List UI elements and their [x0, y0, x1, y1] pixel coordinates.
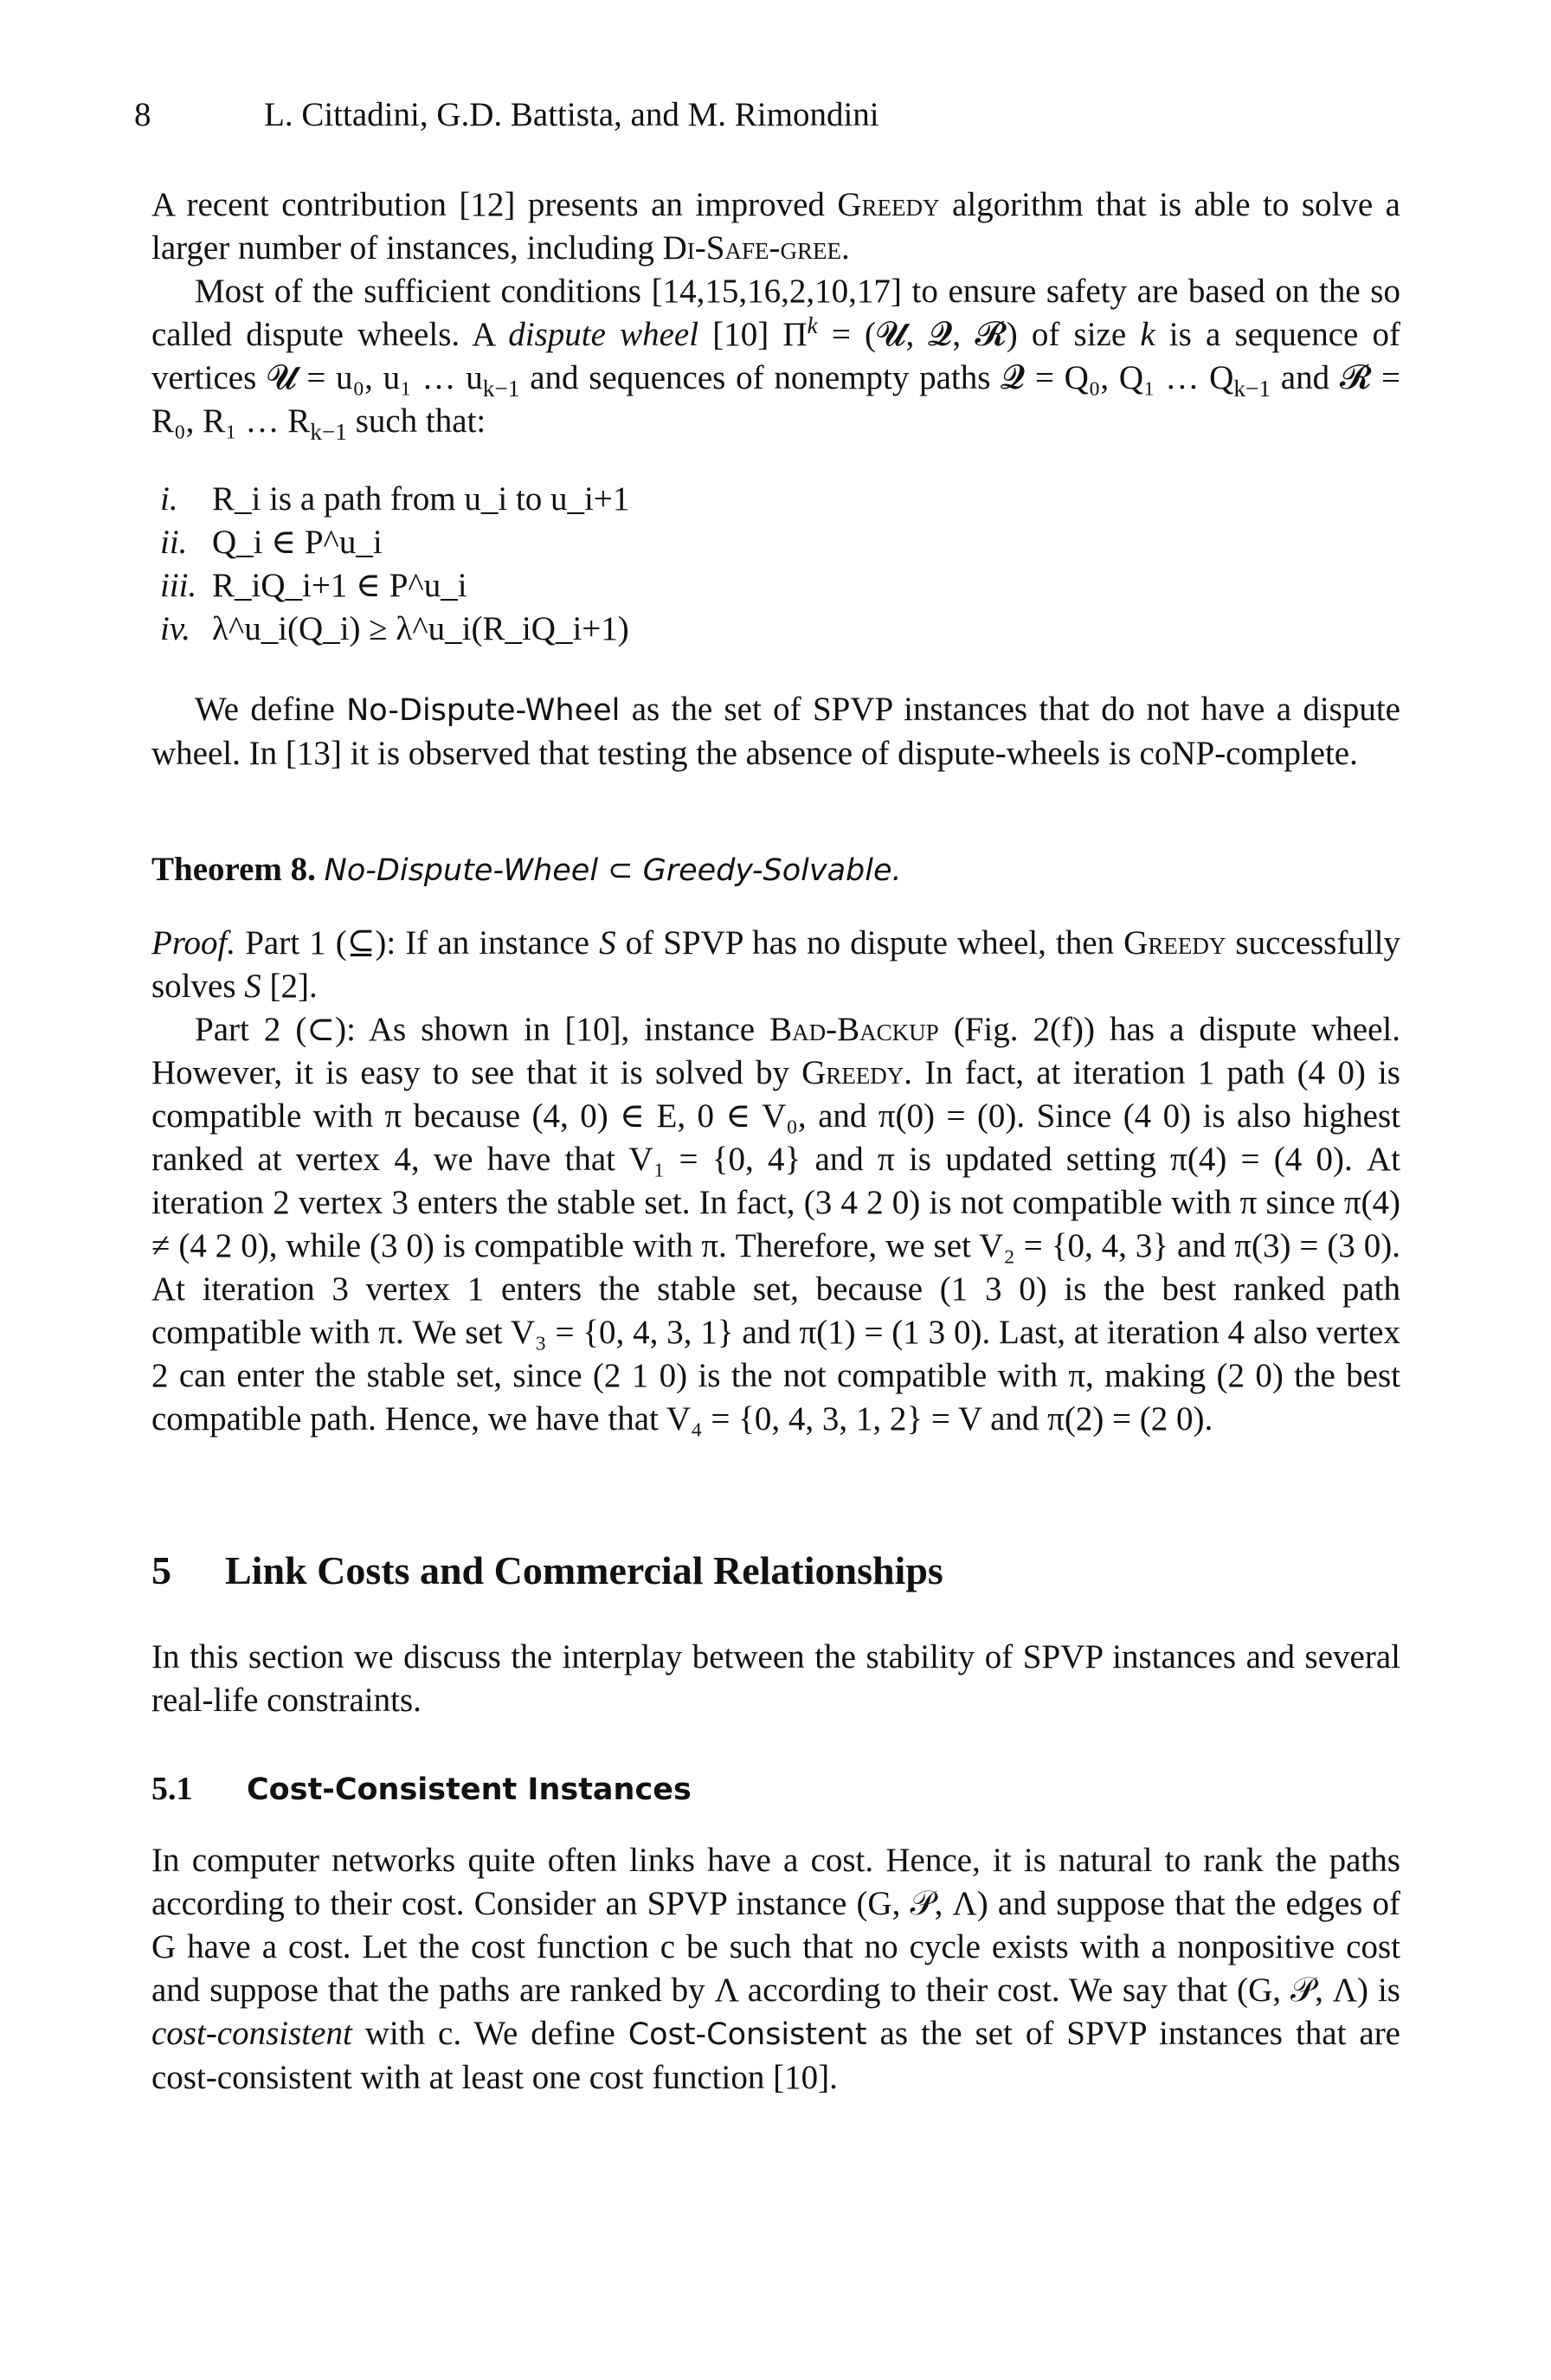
paragraph-dispute-wheel: Most of the sufficient conditions [14,15,16,2,10,17] to ensure safety are based on the so called dispute wheels. A dispute wheel [10] $\Pi^k$ = (𝓤, 𝓠, 𝓡) of size k is a sequence of vertices 𝓤 = u₀, u₁ … $u_{k-1}$ and sequences of nonempty paths 𝓠 = Q₀, Q₁ … $Q_{k-1}$ and 𝓡 = R₀, R₁ … $R_{k-1}$ such that: — [151, 273, 1401, 445]
proof-part-1: Proof. Part 1 (⊆): If an instance S of SPVP has no dispute wheel, then Greedy successfully solves S [2]. — [151, 924, 1401, 1005]
author-line: L. Cittadini, G.D. Battista, and M. Rimondini — [264, 96, 879, 133]
definition-block — [151, 688, 1400, 775]
condition-item: iii. R_iQ_i+1 ∈ P^u_i — [160, 567, 467, 604]
theorem-statement: No-Dispute-Wheel ⊂ Greedy-Solvable. — [324, 853, 902, 888]
theorem-8 — [151, 848, 1400, 892]
paragraph-no-dispute-wheel: We define No-Dispute-Wheel as the set of SPVP instances that do not have a dispute wheel. In [13] it is observed that testing the absence of dispute-wheels is coNP-complete. — [151, 691, 1400, 772]
proof-part-2: Part 2 (⊂): As shown in [10], instance Bad-Backup (Fig. 2(f)) has a dispute wheel. However, it is easy to see that it is solved by Greedy. In fact, at iteration 1 path (4 0) is compatible with π because (4, 0) ∈ E, 0 ∈ V₀, and π(0) = (0). Since (4 0) is also highest ranked at vertex 4, we have that V₁ = {0, 4} and π is updated setting π(4) = (4 0). At iteration 2 vertex 3 enters the stable set. In fact, (3 4 2 0) is not compatible with π since π(4) ≠ (4 2 0), while (3 0) is compatible with π. Therefore, we set V₂ = {0, 4, 3} and π(3) = (3 0). At iteration 3 vertex 1 enters the stable set, because (1 3 0) is the best ranked path compatible with π. We set V₃ = {0, 4, 3, 1} and π(1) = (1 3 0). Last, at iteration 4 also vertex 2 can enter the stable set, since (2 1 0) is the not compatible with π, making (2 0) the best compatible path. Hence, we have that V₄ = {0, 4, 3, 1, 2} = V and π(2) = (2 0). — [151, 1011, 1400, 1438]
subsection-heading: 5.1 Cost-Consistent Instances — [151, 1771, 692, 1807]
intro-block — [151, 183, 1400, 443]
section-intro: In this section we discuss the interplay between the stability of SPVP instances and several real-life constraints. — [151, 1638, 1400, 1719]
paragraph-greedy: A recent contribution [12] presents an improved Greedy algorithm that is able to solve a larger number of instances, including Di-Safe-gree. — [151, 186, 1400, 267]
condition-list — [160, 478, 629, 651]
paragraph-cost-consistent: In computer networks quite often links have a cost. Hence, it is natural to rank the paths according to their cost. Consider an SPVP instance (G, 𝒫, Λ) and suppose that the edges of G have a cost. Let the cost function c be such that no cycle exists with a nonpositive cost and suppose that the paths are ranked by Λ according to their cost. We say that (G, 𝒫, Λ) is cost-consistent with c. We define Cost-Consistent as the set of SPVP instances that are cost-consistent with at least one cost function [10]. — [151, 1842, 1400, 2096]
condition-item: iv. λ^u_i(Q_i) ≥ λ^u_i(R_iQ_i+1) — [160, 610, 629, 647]
running-header — [134, 93, 1378, 137]
condition-item: i. R_i is a path from u_i to u_i+1 — [160, 480, 630, 518]
theorem-label: Theorem 8. — [151, 851, 316, 888]
condition-item: ii. Q_i ∈ P^u_i — [160, 524, 383, 561]
page-number: 8 — [134, 96, 151, 133]
section-heading: 5 Link Costs and Commercial Relationships — [151, 1548, 943, 1592]
proof-block — [151, 922, 1400, 1441]
subsection-body — [151, 1839, 1400, 2100]
